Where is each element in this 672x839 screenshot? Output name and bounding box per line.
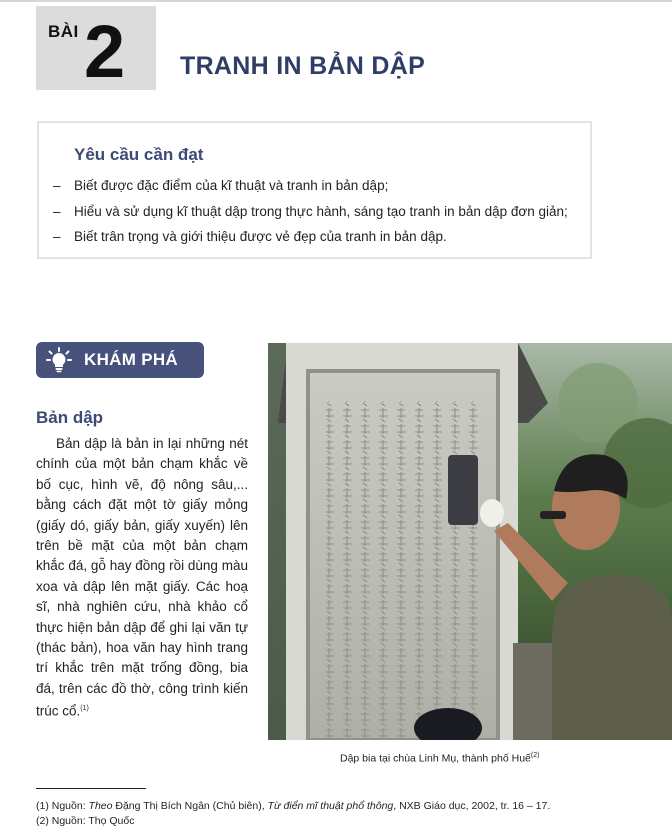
bullet-dash: – bbox=[53, 229, 61, 244]
lesson-number-box bbox=[36, 6, 156, 93]
photo-illustration bbox=[268, 343, 672, 740]
bullet-dash: – bbox=[53, 203, 61, 219]
footnote-1-theo: Theo bbox=[88, 800, 113, 812]
footnote-1-prefix: (1) Nguồn: bbox=[36, 800, 89, 812]
explore-section-badge bbox=[36, 342, 204, 378]
footnote-2: (2) Nguồn: Thọ Quốc bbox=[36, 815, 135, 827]
footnote-1 bbox=[36, 799, 550, 814]
lightbulb-icon bbox=[46, 347, 72, 373]
section-title: Bản dập bbox=[36, 408, 104, 427]
stele-rubbing-photo bbox=[268, 343, 672, 740]
requirements-box bbox=[37, 121, 592, 259]
requirement-text: Biết trân trọng và giới thiệu được vẻ đẹp của tranh in bản dập. bbox=[74, 229, 447, 244]
section-body bbox=[36, 434, 248, 722]
lesson-number: 2 bbox=[84, 10, 126, 93]
photo-caption bbox=[340, 752, 539, 765]
requirements-title: Yêu cầu cần đạt bbox=[74, 145, 204, 164]
footnote-1-book: Từ điển mĩ thuật phổ thông bbox=[267, 800, 394, 812]
footnote-ref-1: (1) bbox=[80, 705, 89, 713]
caption-text: Dập bia tại chùa Linh Mụ, thành phố Huế bbox=[340, 752, 531, 765]
requirement-text: Hiểu và sử dụng kĩ thuật dập trong thực hành, sáng tạo tranh in bản dập đơn giản; bbox=[74, 203, 568, 219]
section-paragraph bbox=[36, 434, 248, 722]
requirement-item bbox=[53, 224, 568, 250]
footnote-1-publisher: , NXB Giáo dục, 2002, tr. 16 – 17. bbox=[393, 800, 551, 812]
lesson-title: TRANH IN BẢN DẬP bbox=[180, 52, 426, 80]
lesson-label: BÀI bbox=[48, 22, 79, 41]
footnote-1-author: Đặng Thị Bích Ngân (Chủ biên), bbox=[112, 800, 268, 812]
explore-label: KHÁM PHÁ bbox=[84, 350, 179, 369]
requirements-list bbox=[53, 173, 568, 250]
requirement-text: Biết được đặc điểm của kĩ thuật và tranh in bản dập; bbox=[74, 178, 389, 193]
footnote-ref-2: (2) bbox=[530, 752, 540, 759]
paragraph-text: Bản dập là bản in lại những nét chính của một bản chạm khắc về bố cục, hình vẽ, độ nông sâu,... bằng cách đặt một tờ giấy mỏng (giấy dó, giấy bản, giấy xuyến) lên trên bề mặt của một bản chạm khắc đá, gỗ hay đồng rồi dùng màu xoa và dập lên mặt giấy. Các hoạ sĩ, nhà nghiên cứu, nhà khảo cổ thực hiện bản dập để ghi lại văn tự (thác bản), hoa văn hay hình trang trí khắc trên mặt trống đồng, bia đá, trên các đồ thờ, công trình kiến trúc cổ. bbox=[36, 436, 248, 719]
requirement-item bbox=[53, 173, 568, 199]
footnotes bbox=[36, 799, 550, 829]
requirement-item bbox=[53, 199, 568, 225]
footnote-divider bbox=[36, 788, 146, 789]
bullet-dash: – bbox=[53, 178, 61, 193]
top-rule bbox=[0, 0, 672, 2]
